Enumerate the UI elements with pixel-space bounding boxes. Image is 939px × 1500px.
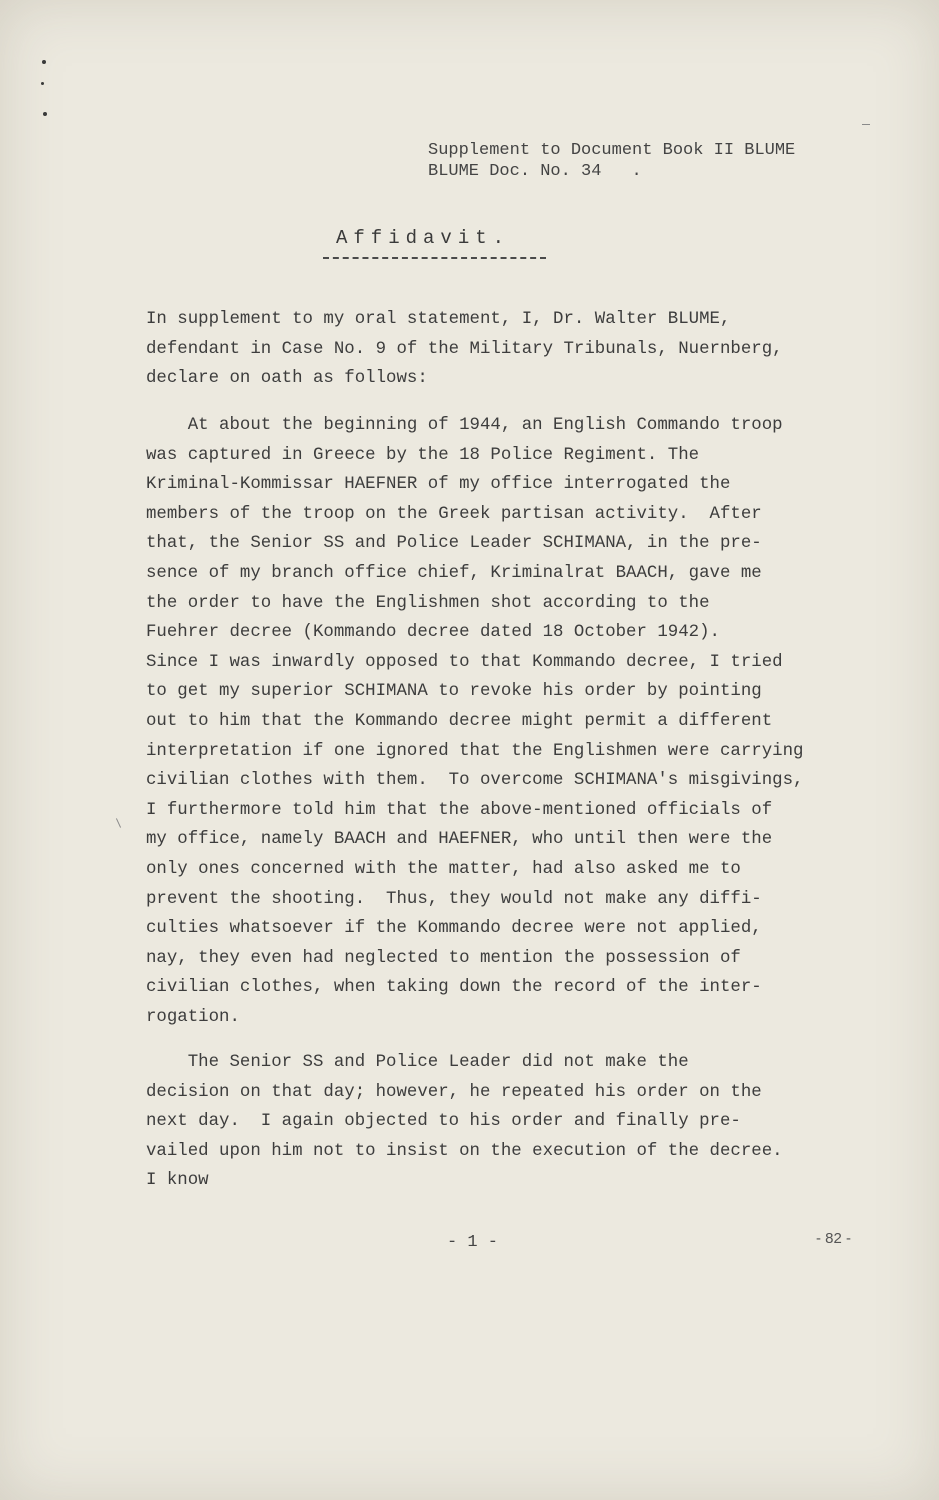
paragraph-closing: The Senior SS and Police Leader did not make the decision on that day; however, he repeated his order on the next day. I again objected to his order and finally pre- vailed upon him not to insist on the execution of the decree. I know	[146, 1053, 783, 1191]
margin-mark	[862, 124, 870, 125]
ink-speck	[42, 60, 46, 64]
margin-mark	[116, 818, 121, 827]
document-header	[428, 140, 795, 182]
ink-speck	[43, 112, 47, 116]
page-number-right: - 82 -	[816, 1230, 852, 1247]
paragraph-intro: In supplement to my oral statement, I, Dr. Walter BLUME, defendant in Case No. 9 of the Military Tribunals, Nuernberg, declare on oath as follows:	[146, 310, 783, 389]
header-line-1: Supplement to Document Book II BLUME	[428, 141, 796, 160]
paragraph-main: At about the beginning of 1944, an English Commando troop was captured in Greece by the 18 Police Regiment. The Kriminal-Kommissar HAEFNER of my office interrogated the members of the troop on the Greek partisan activity. After that, the Senior SS and Police Leader SCHIMANA, in the pre- sence of my branch office chief, Kriminalrat BAACH, gave me the order to have the Englishmen shot according to the Fuehrer decree (Kommando decree dated 18 October 1942). Since I was inwardly opposed to that Kommando decree, I tried to get my superior SCHIMANA to revoke his order by pointing out to him that the Kommando decree might permit a different interpretation if one ignored that the Englishmen were carrying civilian clothes with them. To overcome SCHIMANA's misgivings, I furthermore told him that the above-mentioned officials of my office, namely BAACH and HAEFNER, who until then were the only ones concerned with the matter, had also asked me to prevent the shooting. Thus, they would not make any diffi- culties whatsoever if the Kommando decree were not applied, nay, they even had neglected to mention the possession of civilian clothes, when taking down the record of the inter- rogation.	[146, 416, 804, 1027]
header-line-2: BLUME Doc. No. 34	[428, 162, 602, 181]
document-title: Affidavit.	[336, 227, 511, 249]
title-underline	[323, 257, 546, 259]
page-number-center: - 1 -	[447, 1233, 499, 1252]
header-mark: .	[631, 162, 642, 181]
ink-speck	[41, 82, 44, 85]
